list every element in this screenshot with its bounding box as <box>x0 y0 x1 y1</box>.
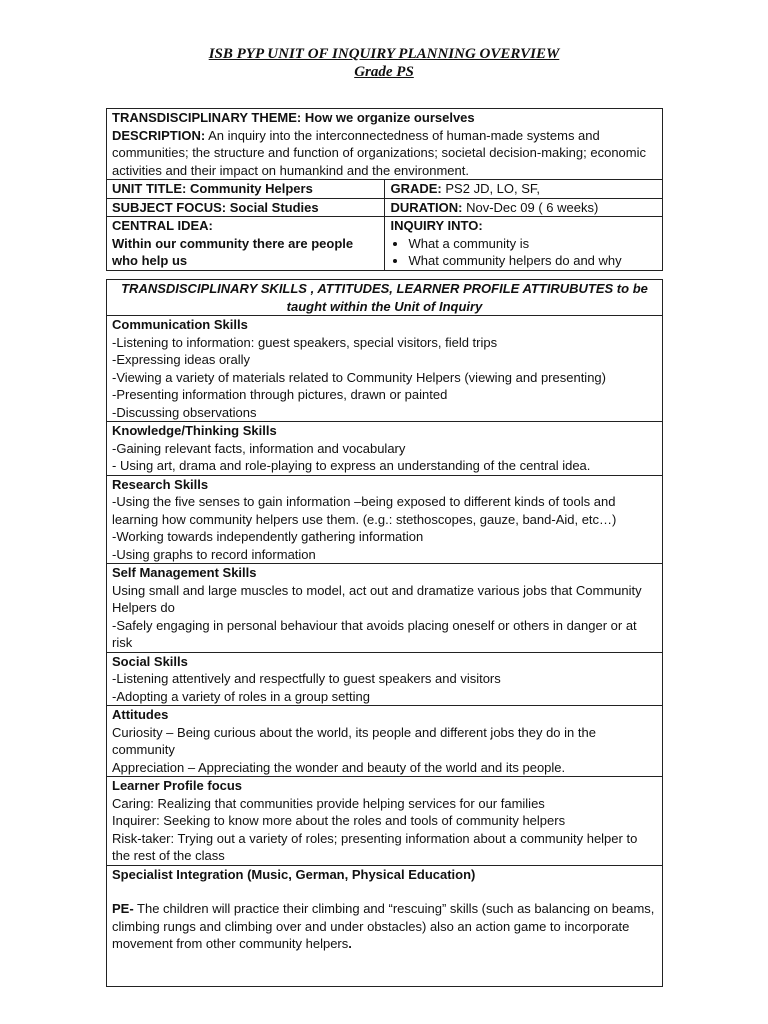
section-title: Knowledge/Thinking Skills <box>112 423 277 438</box>
section-title: Self Management Skills <box>112 565 257 580</box>
skills-table <box>106 279 663 987</box>
central-idea-label: CENTRAL IDEA: <box>112 218 213 233</box>
section-line: -Discussing observations <box>112 404 257 420</box>
section-row <box>107 316 663 422</box>
communication-skills-cell <box>107 316 663 422</box>
duration-value: Nov-Dec 09 ( 6 weeks) <box>466 199 599 215</box>
document-subtitle: Grade PS <box>354 64 414 80</box>
central-idea-cell <box>107 217 385 271</box>
central-idea-row <box>107 217 663 271</box>
section-line: -Expressing ideas orally <box>112 352 251 367</box>
unit-title-label: UNIT TITLE: <box>112 181 187 196</box>
section-row <box>107 422 663 476</box>
skills-header: TRANSDISCIPLINARY SKILLS , ATTITUDES, LEARNER PROFILE ATTIRUBUTES to be taught within the Unit of Inquiry <box>107 280 663 316</box>
inquiry-list <box>390 235 657 270</box>
pe-end: . <box>348 936 352 951</box>
section-line: -Listening to information: guest speakers, special visitors, field trips <box>112 334 498 350</box>
section-line: -Presenting information through pictures, drawn or painted <box>112 387 448 402</box>
section-line: -Working towards independently gathering information <box>112 529 424 544</box>
subject-value: Social Studies <box>229 199 319 215</box>
unit-title-cell <box>107 180 385 199</box>
specialist-row <box>107 865 663 986</box>
theme-cell <box>107 109 663 180</box>
section-title: Attitudes <box>112 707 169 722</box>
section-row <box>107 706 663 777</box>
grade-cell <box>385 180 663 199</box>
self-management-skills-cell <box>107 564 663 653</box>
learner-profile-cell <box>107 777 663 866</box>
section-row <box>107 652 663 706</box>
social-skills-cell <box>107 652 663 706</box>
section-line: -Safely engaging in personal behaviour that avoids placing oneself or others in danger or at risk <box>112 617 637 650</box>
description-label: DESCRIPTION: <box>112 127 206 143</box>
theme-value: How we organize ourselves <box>304 110 475 125</box>
grade-value: PS2 JD, LO, SF, <box>445 181 541 196</box>
pe-paragraph <box>112 900 657 953</box>
duration-cell <box>385 198 663 217</box>
section-line: -Listening attentively and respectfully to guest speakers and visitors <box>112 671 501 686</box>
section-line: -Gaining relevant facts, information and vocabulary <box>112 440 406 456</box>
section-title: Communication Skills <box>112 317 248 332</box>
unit-overview-table <box>106 108 663 271</box>
section-line: Curiosity – Being curious about the world, its people and different jobs they do in the community <box>112 724 596 757</box>
section-row <box>107 777 663 866</box>
attitudes-cell <box>107 706 663 777</box>
section-line: -Using the five senses to gain information –being exposed to different kinds of tools and learning how community helpers use them. (e.g.: stethoscopes, gauze, band-Aid, etc…) <box>112 494 617 527</box>
inquiry-item: • What community helpers do and why <box>408 252 657 270</box>
theme-label: TRANSDISCIPLINARY THEME: <box>112 110 302 125</box>
skills-header-row <box>107 280 663 316</box>
section-row <box>107 475 663 564</box>
section-line: Risk-taker: Trying out a variety of roles; presenting information about a community helper to the rest of the class <box>112 830 638 863</box>
central-idea-text: Within our community there are people who help us <box>112 235 354 268</box>
section-line: -Adopting a variety of roles in a group setting <box>112 688 370 704</box>
section-line: Inquirer: Seeking to know more about the roles and tools of community helpers <box>112 813 566 828</box>
document-title: ISB PYP UNIT OF INQUIRY PLANNING OVERVIEW <box>208 46 560 62</box>
inquiry-item: • What a community is <box>408 235 657 253</box>
theme-row <box>107 109 663 180</box>
description-text: An inquiry into the interconnectedness of human-made systems and communities; the structure and function of organizations; societal decision-making; economic activities and their impact on humankind and the environment. <box>112 127 646 178</box>
inquiry-label: INQUIRY INTO: <box>390 218 483 233</box>
subject-label: SUBJECT FOCUS: <box>112 199 227 215</box>
subject-row <box>107 198 663 217</box>
inquiry-cell <box>385 217 663 271</box>
spacer <box>112 883 657 900</box>
section-title: Social Skills <box>112 653 188 669</box>
grade-label: GRADE: <box>390 181 442 196</box>
thinking-skills-cell <box>107 422 663 476</box>
section-title: Learner Profile focus <box>112 778 243 793</box>
unit-title-value: Community Helpers <box>190 181 313 196</box>
subject-cell <box>107 198 385 217</box>
section-line: -Viewing a variety of materials related to Community Helpers (viewing and presenting) <box>112 369 606 385</box>
duration-label: DURATION: <box>390 199 463 215</box>
section-line: - Using art, drama and role-playing to express an understanding of the central idea. <box>112 458 591 473</box>
section-line: Caring: Realizing that communities provide helping services for our families <box>112 795 545 811</box>
section-title: Research Skills <box>112 476 209 492</box>
specialist-integration-cell <box>107 865 663 986</box>
section-title: Specialist Integration (Music, German, Physical Education) <box>112 866 476 882</box>
unit-title-row <box>107 180 663 199</box>
research-skills-cell <box>107 475 663 564</box>
section-line: Appreciation – Appreciating the wonder and beauty of the world and its people. <box>112 759 566 775</box>
section-line: -Using graphs to record information <box>112 546 316 562</box>
section-row <box>107 564 663 653</box>
section-line: Using small and large muscles to model, act out and dramatize various jobs that Community Helpers do <box>112 582 642 615</box>
pe-text: The children will practice their climbing and “rescuing” skills (such as balancing on beams, climbing rungs and climbing over and under obstacles) also an action game to incorporate movement from other community helpers <box>112 901 655 951</box>
pe-label: PE- <box>112 901 134 916</box>
